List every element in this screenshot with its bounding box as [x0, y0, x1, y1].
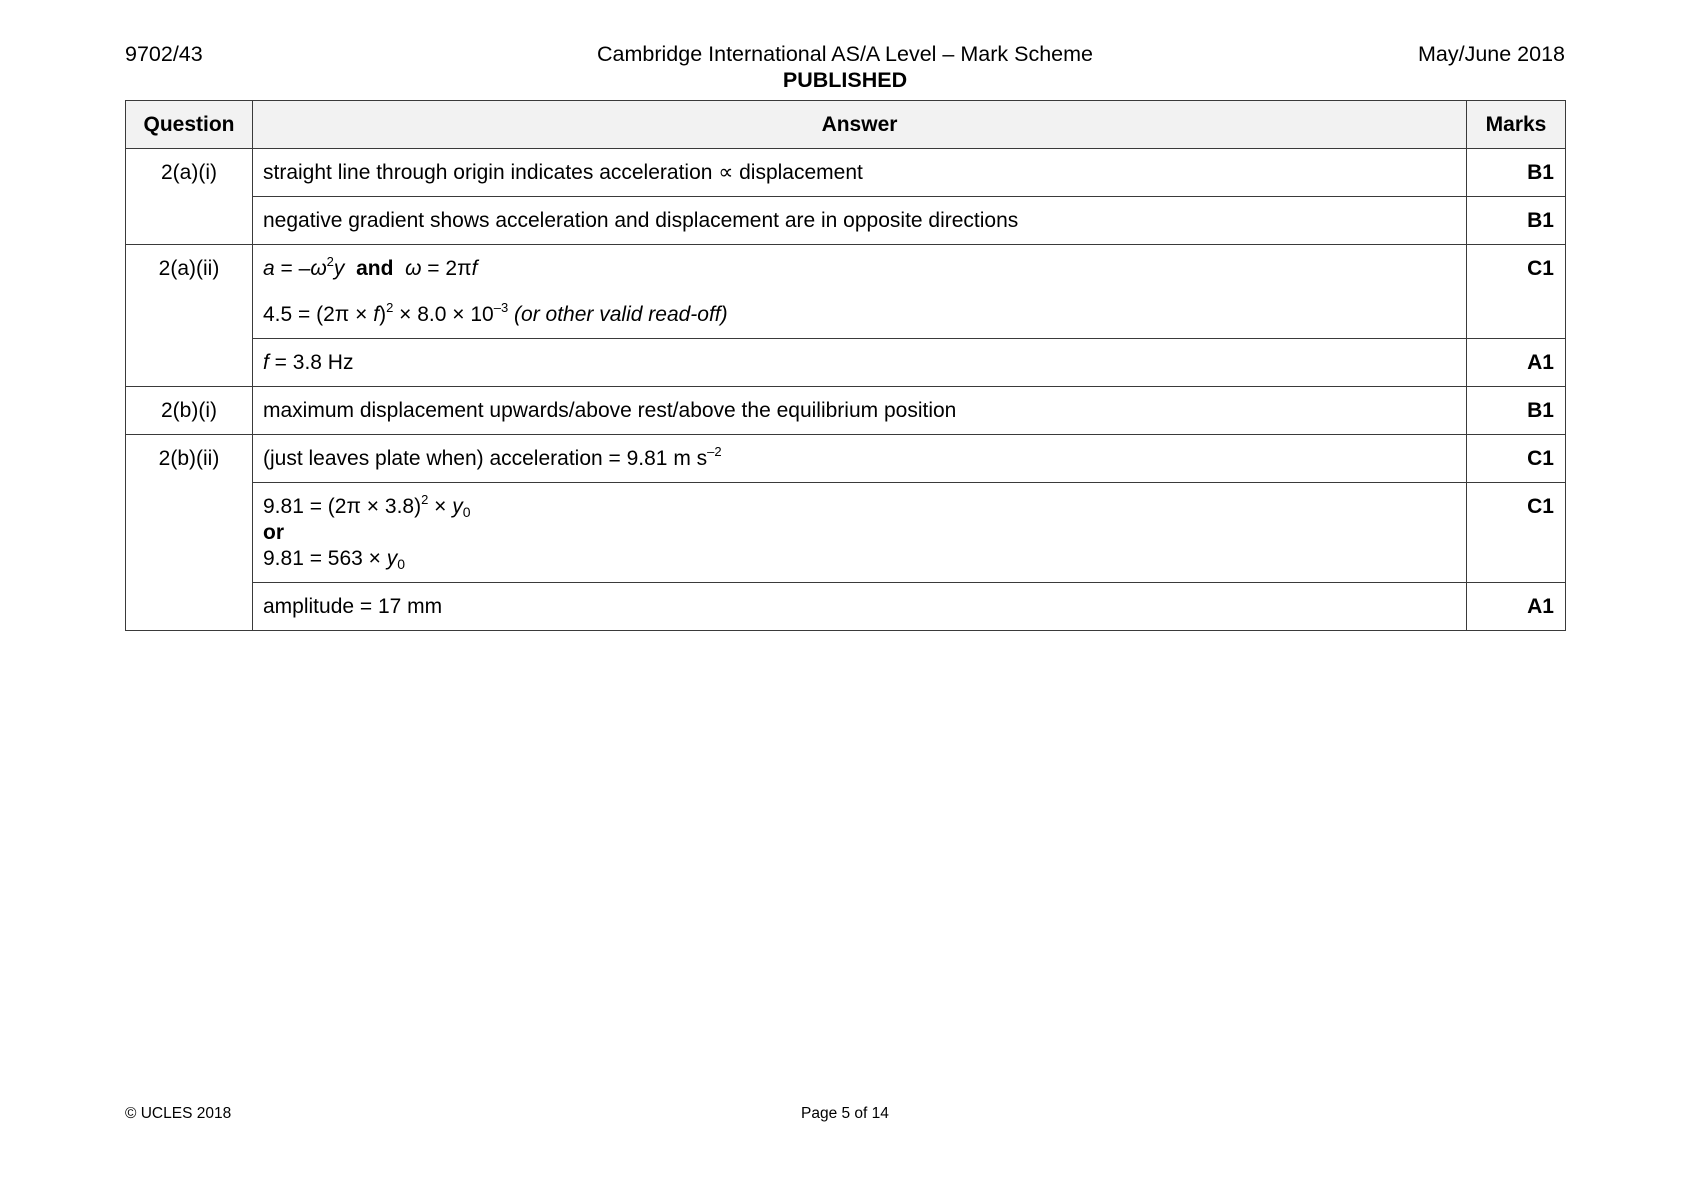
answer-column-header: Answer [253, 101, 1467, 149]
header-title-block [125, 42, 1565, 93]
copyright-notice: © UCLES 2018 [125, 1105, 232, 1122]
document-title: Cambridge International AS/A Level – Mark Scheme [597, 42, 1093, 66]
amplitude-equation-1: $9.81 = (2\pi \times 3.8)^2 \times y_0$ [263, 492, 471, 520]
question-number: 2(b)(i) [126, 387, 253, 435]
mark-scheme-table [125, 100, 1566, 631]
amplitude-equation-2: $9.81 = 563 \times y_0$ [263, 547, 406, 572]
mark-cell: A1 [1467, 583, 1566, 631]
published-label: PUBLISHED [782, 68, 908, 92]
substitution-line: $4.5 = (2\pi \times f)^2 \times 8.0 \times 10^{-3}$ (or other valid read-off) [263, 300, 728, 326]
question-number: 2(b)(ii) [126, 435, 253, 631]
question-number: 2(a)(ii) [126, 245, 253, 387]
question-column-header: Question [126, 101, 253, 149]
mark-cell: C1 [1467, 435, 1566, 483]
table-row [126, 435, 1566, 483]
table-header-row [126, 101, 1566, 149]
or-label: or [263, 521, 284, 544]
table-row [126, 339, 1566, 387]
exam-session: May/June 2018 [1417, 42, 1565, 66]
answer-cell: straight line through origin indicates acceleration ∝ displacement [253, 149, 1467, 197]
question-number: 2(a)(i) [126, 149, 253, 245]
syllabus-code: 9702/43 [125, 42, 203, 66]
mark-cell: C1 [1467, 245, 1566, 339]
answer-cell: amplitude = 17 mm [253, 583, 1467, 631]
marks-column-header: Marks [1467, 101, 1566, 149]
table-row [126, 149, 1566, 197]
shm-equation: $a = -\omega^2y$ and ω = 2πf [263, 254, 478, 280]
table-row [126, 583, 1566, 631]
answer-cell: negative gradient shows acceleration and displacement are in opposite directions [253, 197, 1467, 245]
page-header [125, 42, 1565, 98]
answer-cell [253, 245, 1467, 339]
mark-cell: B1 [1467, 197, 1566, 245]
page-number: Page 5 of 14 [801, 1105, 889, 1122]
answer-cell: (just leaves plate when) acceleration = 9.81 m $s^{-2}$ [253, 435, 1467, 483]
table-row [126, 197, 1566, 245]
table-row [126, 245, 1566, 339]
table-row [126, 483, 1566, 583]
mark-cell: B1 [1467, 149, 1566, 197]
table-row [126, 387, 1566, 435]
answer-cell: maximum displacement upwards/above rest/above the equilibrium position [253, 387, 1467, 435]
mark-cell: A1 [1467, 339, 1566, 387]
mark-cell: B1 [1467, 387, 1566, 435]
mark-cell: C1 [1467, 483, 1566, 583]
answer-cell [253, 483, 1467, 583]
answer-cell: f = 3.8 Hz [253, 339, 1467, 387]
